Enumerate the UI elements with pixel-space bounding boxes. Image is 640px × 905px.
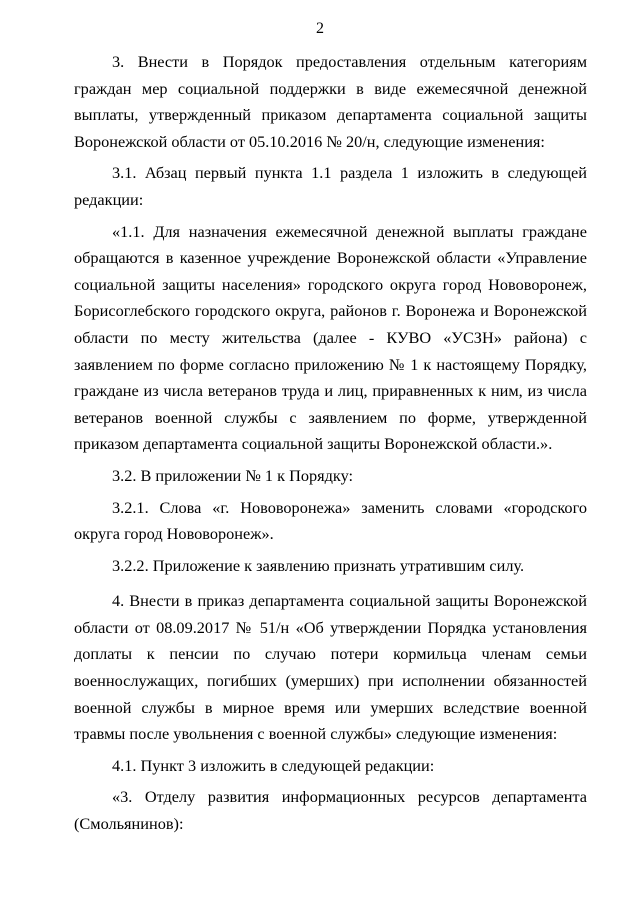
document-body [74, 49, 587, 838]
paragraph-3-2: 3.2. В приложении № 1 к Порядку: [112, 465, 354, 485]
paragraph-quote-1-1: «1.1. Для назначения ежемесячной денежной выплаты граждане обращаются в казенное учреждение Воронежской области «Управление социальной защиты населения» городского округа город Нововоронеж, Борисоглебского городского округа, районов г. Воронежа и Воронежской области по месту жительства (далее - КУВО «УСЗН» района) с заявлением по форме согласно приложению № 1 к настоящему Порядку, граждане из числа ветеранов труда и лиц, приравненных к ним, из числа ветеранов военной службы с заявлением по форме, утвержденной приказом департамента социальной защиты Воронежской области.». [74, 221, 587, 454]
paragraph-3: 3. Внести в Порядок предоставления отдельным категориям граждан мер социальной поддержки в виде ежемесячной денежной выплаты, утвержденный приказом департамента социальной защиты Воронежской области от 05.10.2016 № 20/н, следующие изменения: [74, 52, 587, 151]
page-number: 2 [316, 20, 324, 37]
paragraph-3-2-2: 3.2.2. Приложение к заявлению признать утратившим силу. [112, 555, 525, 575]
paragraph-4: 4. Внести в приказ департамента социальной защиты Воронежской области от 08.09.2017 № 51/н «Об утверждении Порядка установления доплаты к пенсии по случаю потери кормильца членам семьи военнослужащих, погибших (умерших) при исполнении обязанностей военной службы в мирное время или умерших вследствие военной травмы после увольнения с военной службы» следующие изменения: [74, 591, 587, 744]
paragraph-quote-3: «3. Отделу развития информационных ресурсов департамента (Смольянинов): [74, 787, 587, 834]
paragraph-3-2-1: 3.2.1. Слова «г. Нововоронежа» заменить словами «городского округа город Нововоронеж». [74, 497, 587, 544]
paragraph-3-1: 3.1. Абзац первый пункта 1.1 раздела 1 изложить в следующей редакции: [74, 163, 587, 209]
paragraph-4-1: 4.1. Пункт 3 изложить в следующей редакции: [112, 755, 435, 775]
